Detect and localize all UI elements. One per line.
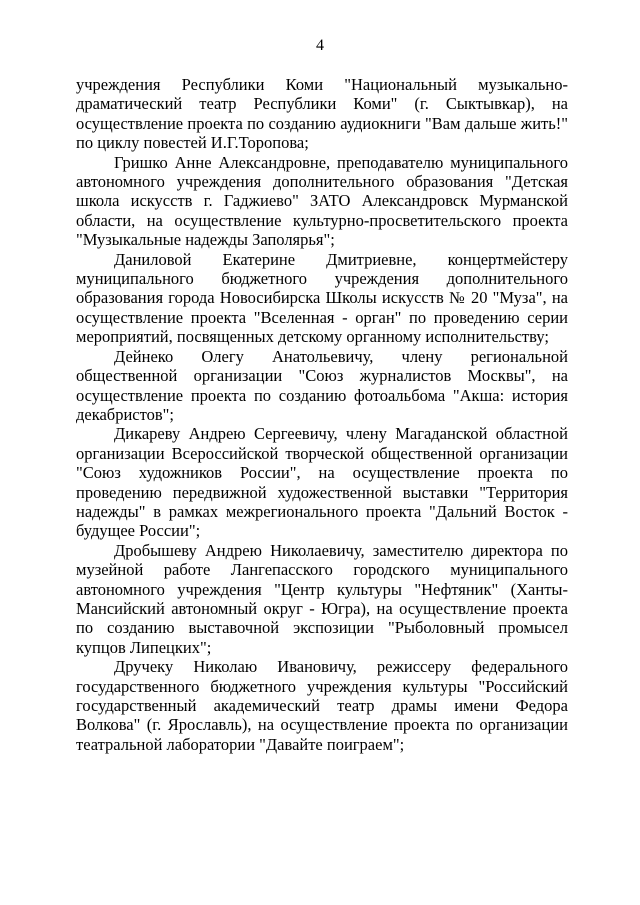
paragraph-druchek: Дручеку Николаю Ивановичу, режиссеру федерального государственного бюджетного учреждения культуры "Российский государственный академический театр драмы имени Федора Волкова" (г. Ярославль), на осуществление проекта по организации театральной лаборатории "Давайте поиграем"; — [76, 657, 568, 754]
paragraph-deineko: Дейнеко Олегу Анатольевичу, члену региональной общественной организации "Союз журналистов Москвы", на осуществление проекта по созданию фотоальбома "Акша: история декабристов"; — [76, 346, 568, 424]
paragraph-dikarev: Дикареву Андрею Сергеевичу, члену Магаданской областной организации Всероссийской творческой общественной организации "Союз художников России", на осуществление проекта по проведению передвижной художественной выставки "Территория надежды" в рамках межрегионального проекта "Дальний Восток - будущее России"; — [76, 424, 568, 541]
document-body — [76, 75, 568, 754]
page-number: 4 — [316, 37, 324, 54]
paragraph-danilova: Даниловой Екатерине Дмитриевне, концертмейстеру муниципального бюджетного учреждения дополнительного образования города Новосибирска Школы искусств № 20 "Муза", на осуществление проекта "Вселенная - орган" по проведению серии мероприятий, посвященных детскому органному исполнительству; — [76, 249, 568, 347]
paragraph-drobyshev: Дробышеву Андрею Николаевичу, заместителю директора по музейной работе Лангепасского городского муниципального автономного учреждения "Центр культуры "Нефтяник" (Ханты-Мансийский автономный округ - Югра), на осуществление проекта по созданию выставочной экспозиции "Рыболовный промысел купцов Липецких"; — [76, 540, 568, 657]
paragraph-grishko: Гришко Анне Александровне, преподавателю муниципального автономного учреждения дополнительного образования "Детская школа искусств г. Гаджиево" ЗАТО Александровск Мурманской области, на осуществление культурно-просветительского проекта "Музыкальные надежды Заполярья"; — [76, 152, 568, 250]
paragraph-national-theatre-komi: учреждения Республики Коми "Национальный музыкально-драматический театр Республики Коми" (г. Сыктывкар), на осуществление проекта по созданию аудиокниги "Вам дальше жить!" по циклу повестей И.Г.Торопова; — [76, 75, 568, 153]
